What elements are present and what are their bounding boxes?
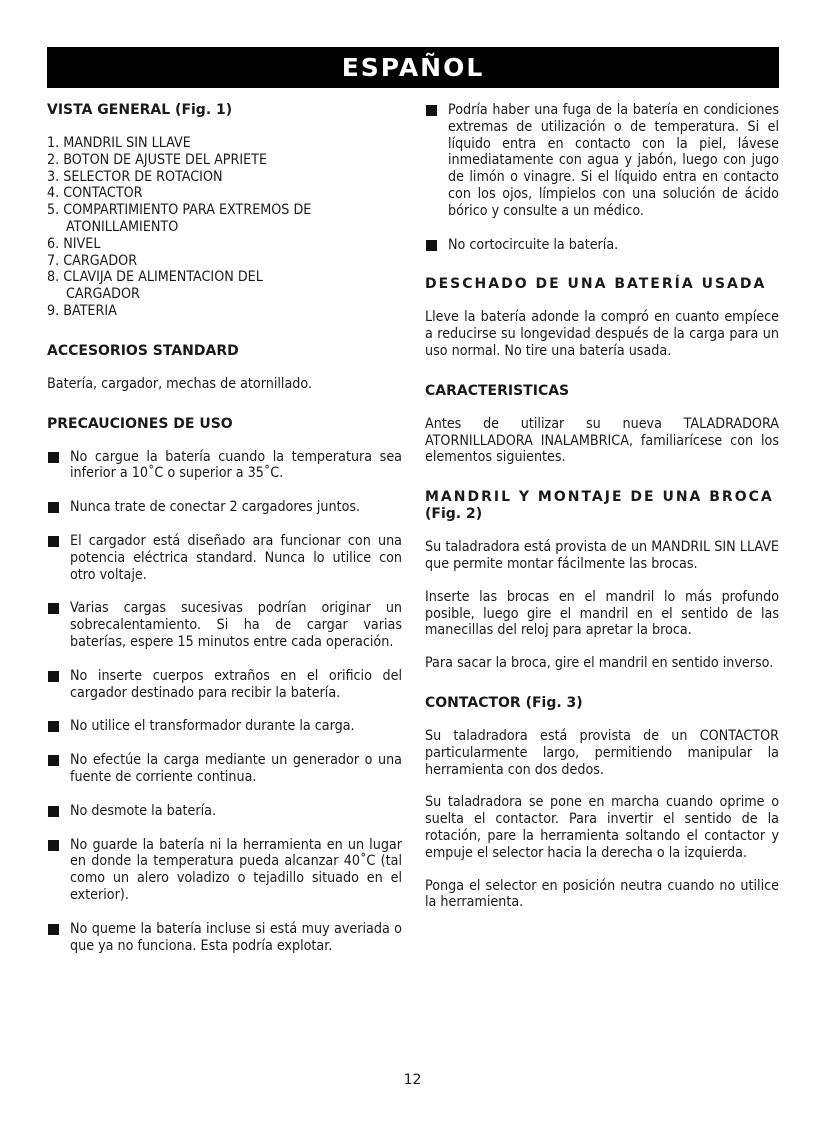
parts-list xyxy=(47,135,402,320)
chuck-paragraph: Para sacar la broca, gire el mandril en sentido inverso. xyxy=(425,655,774,672)
precaution-item xyxy=(47,718,402,735)
precaution-text: No utilice el transformador durante la carga. xyxy=(70,718,355,735)
square-bullet-icon xyxy=(47,921,70,955)
parts-list-item: 7. CARGADOR xyxy=(47,252,138,269)
square-bullet-icon xyxy=(425,102,448,220)
precaution-text: No cortocircuite la batería. xyxy=(448,236,619,253)
precaution-item xyxy=(425,237,779,254)
precaution-item xyxy=(47,499,402,516)
parts-list-item: ATONILLAMIENTO xyxy=(66,218,179,235)
contactor-paragraph: Su taladradora está provista de un CONTACTOR particularmente largo, permitiendo manipular la herramienta con dos dedos. xyxy=(425,727,779,778)
precaution-text: No cargue la batería cuando la temperatura sea inferior a 10˚C o superior a 35˚C. xyxy=(70,448,402,482)
parts-list-item: 2. BOTON DE AJUSTE DEL APRIETE xyxy=(47,151,268,168)
precaution-text: No queme la batería incluse si está muy averiada o que ya no funciona. Esta podría explotar. xyxy=(70,920,402,954)
right-column xyxy=(425,102,779,911)
left-column xyxy=(47,102,402,954)
square-bullet-icon xyxy=(425,237,448,254)
precaution-text: No efectúe la carga mediante un generador o una fuente de corriente continua. xyxy=(70,752,402,785)
parts-list-item: CARGADOR xyxy=(66,286,140,303)
language-title: ESPAÑOL xyxy=(341,53,485,82)
precaution-item xyxy=(47,752,402,786)
square-bullet-icon xyxy=(47,668,70,702)
contactor-paragraph: Ponga el selector en posición neutra cuando no utilice la herramienta. xyxy=(425,877,779,911)
parts-list-item: 9. BATERIA xyxy=(47,302,117,319)
chuck-paragraph: Su taladradora está provista de un MANDRIL SIN LLAVE que permite montar fácilmente las brocas. xyxy=(425,539,779,572)
precaution-text: Nunca trate de conectar 2 cargadores juntos. xyxy=(70,499,361,516)
parts-list-item: 4. CONTACTOR xyxy=(47,185,143,202)
square-bullet-icon xyxy=(47,600,70,650)
precaution-item xyxy=(47,837,402,904)
square-bullet-icon xyxy=(47,803,70,820)
precaution-item xyxy=(425,102,779,220)
contactor-heading: CONTACTOR (Fig. 3) xyxy=(425,694,583,711)
disposal-heading: DESCHADO DE UNA BATERÍA USADA xyxy=(425,276,767,293)
parts-list-item: 8. CLAVIJA DE ALIMENTACION DEL xyxy=(47,269,263,286)
precaution-item xyxy=(47,803,402,820)
features-heading: CARACTERISTICAS xyxy=(425,382,570,399)
precaution-text: El cargador está diseñado ara funcionar con una potencia eléctrica standard. Nunca lo utilice con otro voltaje. xyxy=(70,532,402,583)
square-bullet-icon xyxy=(47,499,70,516)
precaution-item xyxy=(47,600,402,650)
disposal-text: Lleve la batería adonde la compró en cuanto empíece a reducirse su longevidad después de la carga para un uso normal. No tire una batería usada. xyxy=(425,309,779,359)
chuck-paragraph: Inserte las brocas en el mandril lo más profundo posible, luego gire el mandril en el sentido de las manecillas del reloj para apretar la broca. xyxy=(425,588,779,639)
precaution-text: No guarde la batería ni la herramienta en un lugar en donde la temperatura pueda alcanzar 40˚C (tal como un alero voladizo o tejadillo situado en el exterior). xyxy=(70,836,402,903)
parts-list-item: 6. NIVEL xyxy=(47,235,101,252)
square-bullet-icon xyxy=(47,718,70,735)
precaution-item xyxy=(47,668,402,702)
accessories-heading: ACCESORIOS STANDARD xyxy=(47,342,239,359)
precaution-text: Varias cargas sucesivas podrían originar un sobrecalentamiento. Si ha de cargar varias baterías, espere 15 minutos entre cada operación. xyxy=(70,600,402,650)
parts-list-item: 1. MANDRIL SIN LLAVE xyxy=(47,135,191,151)
precaution-text: No desmote la batería. xyxy=(70,802,217,819)
chuck-heading: MANDRIL Y MONTAJE DE UNA BROCA xyxy=(425,489,774,506)
parts-list-item: 3. SELECTOR DE ROTACION xyxy=(47,168,223,185)
parts-list-item: 5. COMPARTIMIENTO PARA EXTREMOS DE xyxy=(47,202,312,219)
chuck-heading-fig: (Fig. 2) xyxy=(425,506,483,523)
square-bullet-icon xyxy=(47,837,70,904)
precaution-item xyxy=(47,921,402,955)
precaution-text: No inserte cuerpos extraños en el orificio del cargador destinado para recibir la batería. xyxy=(70,667,402,701)
overview-heading: VISTA GENERAL (Fig. 1) xyxy=(47,102,233,118)
precautions-heading: PRECAUCIONES DE USO xyxy=(47,415,233,432)
precaution-text: Podría haber una fuga de la batería en condiciones extremas de utilización o de temperatura. Si el líquido entra en contacto con la piel, lávese inmediatamente con agua y jabón, luego con jugo de limón o vinagre. Si el líquido entra en contacto con los ojos, límpielos con una solución de ácido bórico y consulte a un médico. xyxy=(448,102,779,219)
language-banner xyxy=(47,47,779,88)
page-number: 12 xyxy=(403,1072,422,1088)
features-text: Antes de utilizar su nueva TALADRADORA ATORNILLADORA INALAMBRICA, familiarícese con los elementos siguientes. xyxy=(425,415,779,466)
square-bullet-icon xyxy=(47,752,70,786)
precaution-item xyxy=(47,533,402,583)
contactor-paragraph: Su taladradora se pone en marcha cuando oprime o suelta el contactor. Para invertir el sentido de la rotación, pare la herramienta soltando el contactor y empuje el selector hacia la derecha o la izquierda. xyxy=(425,794,779,861)
accessories-text: Batería, cargador, mechas de atornillado. xyxy=(47,375,313,392)
square-bullet-icon xyxy=(47,449,70,483)
precaution-item xyxy=(47,449,402,483)
square-bullet-icon xyxy=(47,533,70,583)
